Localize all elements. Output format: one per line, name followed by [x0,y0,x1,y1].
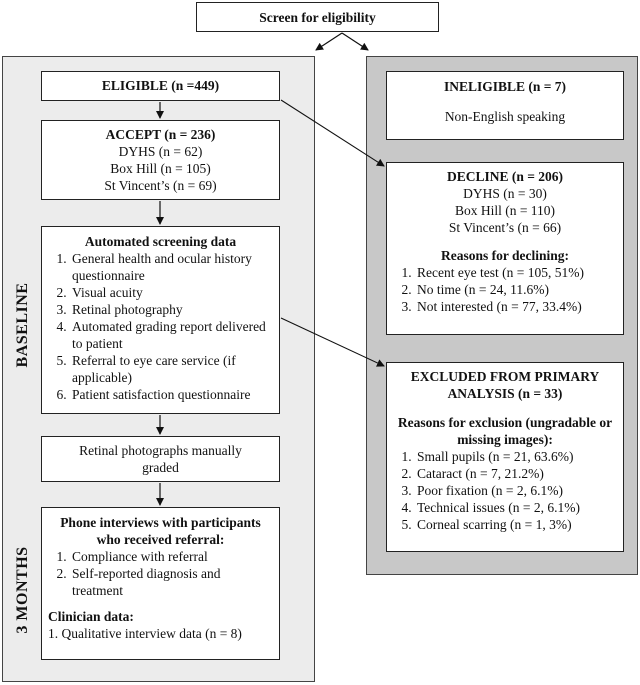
accept-title: ACCEPT (n = 236) [105,127,216,142]
decline-line: DYHS (n = 30) [463,186,547,201]
list-item: 4. Automated grading report delivered to patient [70,318,273,352]
accept-line: Box Hill (n = 105) [110,161,211,176]
decline-reasons-title: Reasons for declining: [440,248,569,263]
automated-screening-title: Automated screening data [84,234,237,249]
excluded-reasons-list [393,448,617,533]
list-item: 3. Poor fixation (n = 2, 6.1%) [415,482,617,499]
list-item: 3. Retinal photography [70,301,273,318]
list-item: 4. Technical issues (n = 2, 6.1%) [415,499,617,516]
accept-line: St Vincent’s (n = 69) [104,178,217,193]
excluded-box [386,362,624,552]
list-item: 1. Compliance with referral [70,548,273,565]
list-item: 1. Recent eye test (n = 105, 51%) [415,264,617,281]
accept-box [41,120,280,200]
eligible-box [41,71,280,101]
list-item: 2. No time (n = 24, 11.6%) [415,281,617,298]
decline-line: St Vincent’s (n = 66) [448,220,562,235]
arrow-to-left-panel [316,33,342,50]
decline-title: DECLINE (n = 206) [446,169,564,184]
decline-box [386,162,624,335]
ineligible-box [386,71,624,140]
decline-line: Box Hill (n = 110) [454,203,556,218]
clinician-data-title: Clinician data: [48,609,134,624]
list-item: 5. Corneal scarring (n = 1, 3%) [415,516,617,533]
list-item: 5. Referral to eye care service (if applicable) [70,352,273,386]
manual-grading-text: Retinal photographs manually graded [79,443,242,475]
three-months-label: 3 MONTHS [14,546,31,634]
excluded-reasons-title: Reasons for exclusion (ungradable or missing images): [397,415,613,447]
phone-interviews-title: Phone interviews with participants who received referral: [60,515,261,547]
baseline-label: BASELINE [14,282,31,368]
list-item: 2. Self-reported diagnosis and treatment [70,565,273,599]
manual-grading-box [41,436,280,482]
screen-eligibility-title: Screen for eligibility [259,10,376,25]
decline-reasons-list [393,264,617,315]
list-item: 3. Not interested (n = 77, 33.4%) [415,298,617,315]
eligible-title: ELIGIBLE (n =449) [101,78,220,93]
list-item: 2. Cataract (n = 7, 21.2%) [415,465,617,482]
arrow-to-right-panel [342,33,368,50]
phone-interviews-box [41,507,280,660]
automated-screening-box [41,226,280,414]
screen-eligibility-box [196,2,439,32]
excluded-title: EXCLUDED FROM PRIMARY ANALYSIS (n = 33) [410,369,600,401]
clinician-data-item: 1. Qualitative interview data (n = 8) [48,626,242,641]
accept-line: DYHS (n = 62) [118,144,203,159]
automated-screening-list [48,250,273,403]
list-item: 1. General health and ocular history questionnaire [70,250,273,284]
ineligible-title: INELIGIBLE (n = 7) [443,79,567,94]
ineligible-text: Non-English speaking [444,109,566,124]
list-item: 1. Small pupils (n = 21, 63.6%) [415,448,617,465]
list-item: 6. Patient satisfaction questionnaire [70,386,273,403]
list-item: 2. Visual acuity [70,284,273,301]
phone-interviews-list [48,548,273,599]
